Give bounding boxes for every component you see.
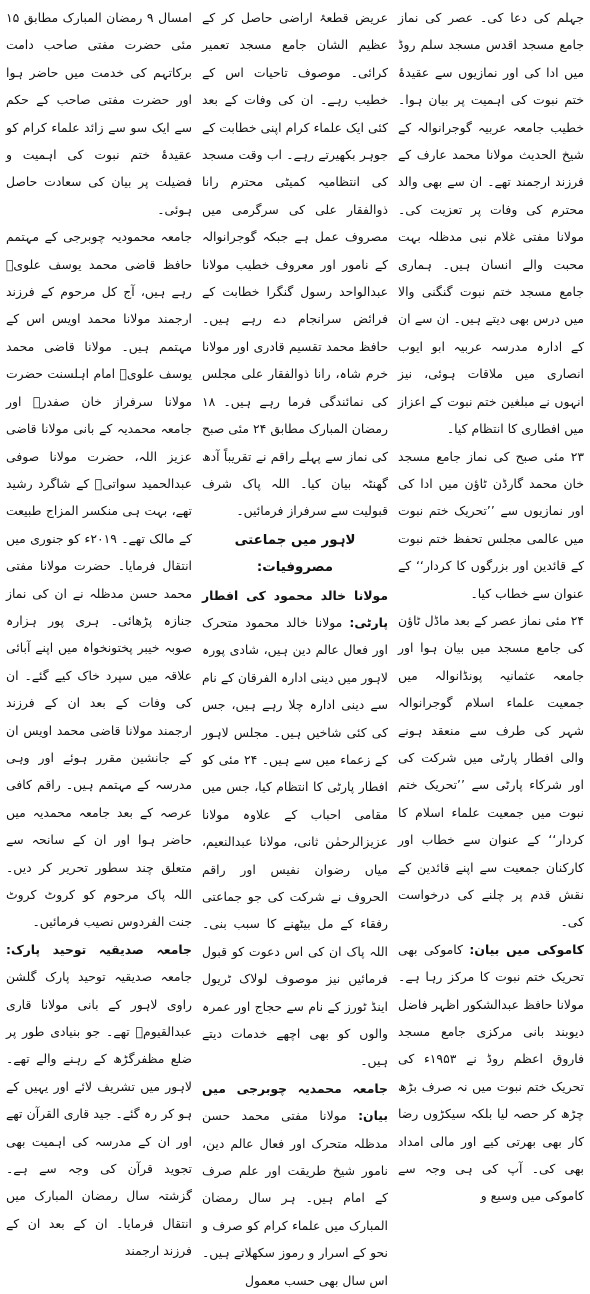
paragraph-text: مولانا خالد محمود متحرک اور فعال عالم دین ہیں، شادی پورہ لاہور میں دینی ادارہ الفرقان کے نام سے دینی ادارہ چلا رہے ہیں، جس کی کئی شاخیں ہیں۔ مجلس لاہور کے زعماء میں سے ہیں۔ ۲۴ مئی کو افطار پارٹی کا انتظام کیا، جس میں مقامی احباب کے علاوہ مولانا عزیزالرحمٰن ثانی، مولانا عبدالنعیم، میاں رضوان نفیس اور راقم الحروف نے شرکت کی جو جماعتی رفقاء کے مل بیٹھنے کا سبب بنی۔ اللہ پاک ان کی اس دعوت کو قبول فرمائیں نیز موصوف لولاک ٹریول اینڈ ٹورز کے نام سے حجاج اور عمرہ والوں کو بھی اچھے خدمات دیتے ہیں۔ bbox=[201, 614, 388, 1069]
column-middle bbox=[201, 4, 388, 1288]
paragraph-text: جہلم کی دعا کی۔ عصر کی نماز جامع مسجد اقدس مسجد سلم روڈ میں ادا کی اور نمازیوں سے عقیدۂ ختم نبوت کی اہمیت پر بیان ہوا۔ خطیب جامعہ عربیہ گوجرانوالہ کے شیخ الحدیث مولانا محمد عارف کے فرزند ارجمند تھے۔ ان سے بھی والد محترم کی وفات پر تعزیت کی۔ مولانا مفتی غلام نبی مدظلہ بہت محبت والے انسان ہیں۔ ہماری جامع مسجد ختم نبوت گنگنی والا میں درس بھی دیتے ہیں۔ ان سے ان کے ادارہ مدرسہ عربیہ ابو ایوب انصاری میں ملاقات ہوئی، نیز انہوں نے مبلغین ختم نبوت کے اعزاز میں افطاری کا انتظام کیا۔ bbox=[398, 10, 584, 437]
paragraph-text: جامعہ صدیقیہ توحید پارک گلشن راوی لاہور کے بانی مولانا قاری عبدالقیومؒ تھے۔ جو بنیادی طور پر ضلع مظفرگڑھ کے رہنے والے تھے۔ لاہور میں تشریف لائے اور یہیں کے ہو کر رہ گئے۔ جید قاری القرآن تھے اور ان کے مدرسہ کی اہمیت بھی تجوید قرآن کی وجہ سے ہے۔ گزشتہ سال رمضان المبارک میں انتقال فرمایا۔ ان کے بعد ان کے فرزند ارجمند bbox=[6, 969, 192, 1259]
article-paragraph bbox=[202, 1075, 388, 1294]
paragraph-lead-heading: جامعہ محمدیہ چوبرجی میں بیان: bbox=[202, 1080, 388, 1124]
column-right bbox=[398, 4, 584, 1204]
paragraph-lead-heading: مولانا خالد محمود کی افطار پارٹی: bbox=[202, 587, 388, 630]
paragraph-text: ۲۳ مئی صبح کی نماز جامع مسجد خان محمد گارڈن ٹاؤن میں ادا کی اور نمازیوں سے ’’تحریک ختم نبوت میں عالمی مجلس تحفظ ختم نبوت کے قائدین اور بزرگوں کا کردار‘‘ کے عنوان سے خطاب کیا۔ bbox=[398, 448, 584, 601]
paragraph-text: عریض قطعۂ اراضی حاصل کر کے عظیم الشان جامع مسجد تعمیر کرائی۔ موصوف تاحیات اس کے خطیب رہے۔ ان کی وفات کے بعد کئی ایک علماء کرام اپنی خطابت کے جوہر بکھیرتے رہے۔ اب وقت مسجد کی انتظامیہ کمیٹی محترم رانا ذوالفقار علی کی سرگرمی میں مصروف عمل ہے جبکہ گوجرانوالہ کے نامور اور معروف خطیب مولانا عبدالواحد رسول گنگرا خطابت کے فرائض سرانجام دے رہے ہیں۔ حافظ محمد تقسیم قادری اور مولانا خرم شاہ، رانا ذوالفقار علی مجلس کی نمائندگی فرما رہے ہیں۔ ۱۸ رمضان المبارک مطابق ۲۴ مئی صبح کی نماز سے پہلے راقم نے تقریباً آدھ گھنٹہ بیان کیا۔ اللہ پاک شرف قبولیت سے سرفراز فرمائیں۔ bbox=[202, 10, 388, 519]
article-paragraph bbox=[398, 4, 584, 443]
article-paragraph bbox=[6, 936, 192, 1265]
paragraph-text: جامعہ محمودیہ چوبرجی کے مہتمم حافظ قاضی محمد یوسف علویؒ رہے ہیں، آج کل مرحوم کے فرزند ارجمند مولانا محمد اویس اس کے مہتمم ہیں۔ مولانا قاضی محمد یوسف علویؒ امام اہلسنت حضرت مولانا سرفراز خان صفدرؒ اور جامعہ محمدیہ کے بانی مولانا قاضی عزیز اللہ، حضرت مولانا صوفی عبدالحمید سواتیؒ کے شاگرد رشید تھے، بہت ہی منکسر المزاج طبیعت کے مالک تھے۔ ۲۰۱۹ء کو جنوری میں انتقال فرمایا۔ حضرت مولانا مفتی محمد حسن مدظلہ نے ان کی نماز جنازہ پڑھائی۔ ہری پور ہزارہ صوبہ خیبر پختونخواہ میں اپنے آبائی علاقہ میں سپرد خاک کیے گئے۔ ان کی وفات کے بعد ان کے فرزند ارجمند مولانا قاضی محمد اویس ان کے جانشین مقرر ہوئے اور وہی مدرسہ کے مہتمم ہیں۔ راقم کافی عرصہ کے بعد جامعہ محمدیہ میں حاضر ہوا اور ان کے سانحہ سے متعلق چند سطور تحریر کر دیں۔ اللہ پاک مرحوم کو کروٹ کروٹ جنت الفردوس نصیب فرمائیں۔ bbox=[6, 229, 193, 930]
article-paragraph bbox=[398, 443, 584, 607]
article-paragraph bbox=[202, 582, 388, 1075]
column-left bbox=[6, 4, 193, 1259]
paragraph-text: ۲۴ مئی نماز عصر کے بعد ماڈل ٹاؤن کی جامع مسجد میں بیان ہوا اور جامعہ عثمانیہ پونڈانوالہ میں جمعیت علماء اسلام گوجرانوالہ شہر کی طرف سے منعقد ہونے والی افطار پارٹی میں شرکت کی اور شرکاء پارٹی سے ’’تحریک ختم نبوت میں جمعیت علماء اسلام کا کردار‘‘ کے عنوان سے خطاب اور کارکنان جمعیت سے اپنے قائدین کے نقش قدم پر چلنے کی درخواست کی۔ bbox=[398, 612, 584, 930]
article-paragraph bbox=[6, 4, 192, 223]
paragraph-text: امسال ۹ رمضان المبارک مطابق ۱۵ مئی حضرت مفتی صاحب دامت برکاتہم کی خدمت میں حاضر ہوا اور حضرت مفتی صاحب کے حکم سے ایک سو سے زائد علماء کرام کو عقیدۂ ختم نبوت کی اہمیت و فضیلت پر بیان کی سعادت حاصل ہوئی۔ bbox=[6, 10, 192, 217]
paragraph-lead-heading: کاموکی میں بیان: bbox=[469, 941, 584, 957]
paragraph-text: مولانا مفتی محمد حسن مدظلہ متحرک اور فعال عالم دین، نامور شیخ طریقت اور علم صرف کے امام ہیں۔ ہر سال رمضان المبارک میں علماء کرام کو صرف و نحو کے اسرار و رموز سکھلاتے ہیں۔ اس سال بھی حسب معمول bbox=[202, 1108, 388, 1288]
paragraph-lead-heading: جامعہ صدیقیہ توحید پارک: bbox=[6, 941, 192, 957]
paragraph-text: کاموکی بھی تحریک ختم نبوت کا مرکز رہا ہے۔ مولانا حافظ عبدالشکور اظہر فاضل دیوبند بانی مرکزی جامع مسجد فاروق اعظم روڈ نے ۱۹۵۳ء کی تحریک ختم نبوت میں نہ صرف بڑھ چڑھ کر حصہ لیا بلکہ سیکڑوں رضا کار بھی بھرتی کیے اور مالی امداد بھی کی۔ آپ کی ہی وجہ سے کاموکی میں وسیع و bbox=[398, 941, 584, 1204]
article-paragraph bbox=[202, 4, 388, 525]
article-paragraph bbox=[6, 223, 192, 936]
article-paragraph bbox=[398, 936, 584, 1210]
article-paragraph bbox=[398, 607, 584, 936]
section-heading: لاہور میں جماعتی مصروفیات: bbox=[234, 532, 356, 576]
